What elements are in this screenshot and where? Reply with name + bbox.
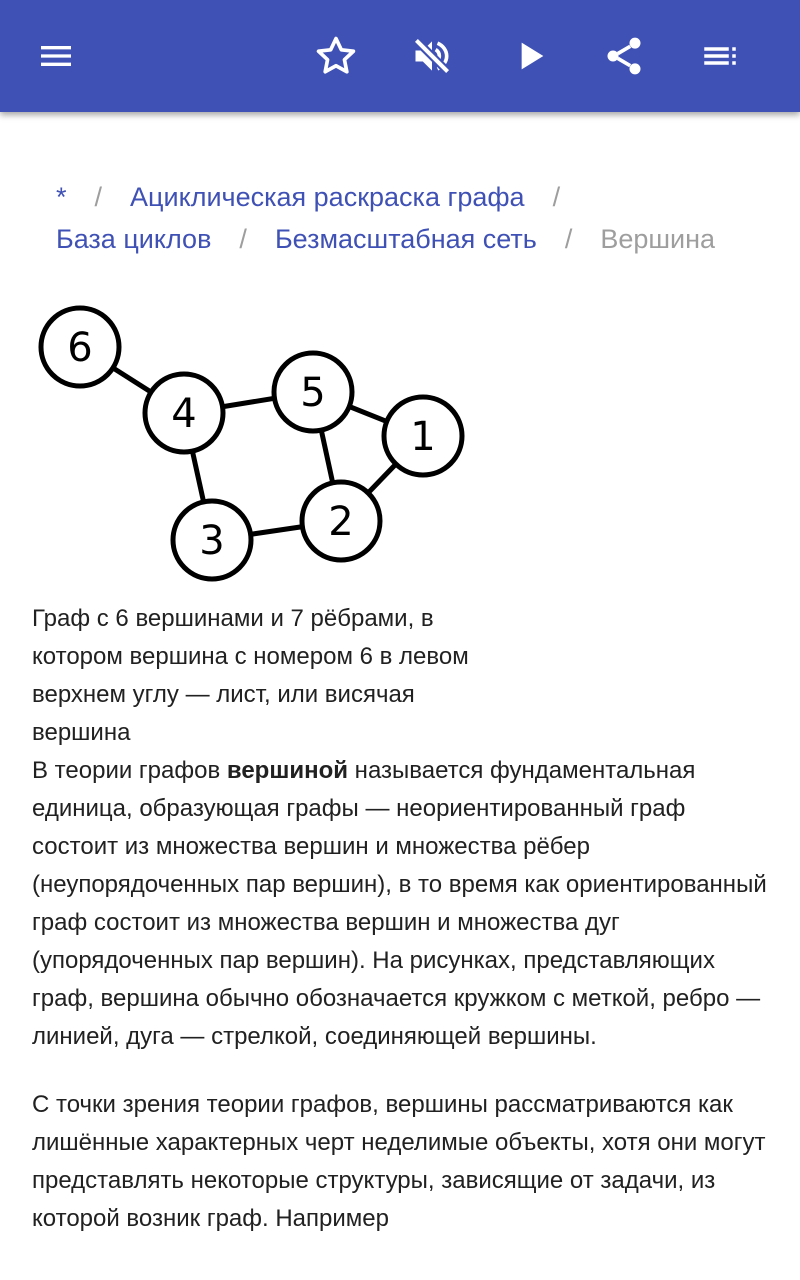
breadcrumb-separator: / [564, 224, 573, 254]
breadcrumb-link-scale-free-network[interactable]: Безмасштабная сеть [274, 224, 537, 254]
breadcrumb-link-acyclic-coloring[interactable]: Ациклическая раскраска графа [130, 182, 525, 212]
article-paragraph [32, 752, 772, 1056]
breadcrumb-separator: / [239, 224, 247, 254]
figure-caption: Граф с 6 вершинами и 7 рёбрами, в котором вершина с номером 6 в левом верхнем углу — лист, или висячая вершина [32, 605, 469, 746]
graph-node-label: 3 [199, 518, 225, 564]
play-icon [510, 36, 550, 76]
breadcrumb-current: Вершина [600, 224, 716, 254]
graph-node-label: 2 [328, 499, 354, 545]
share-button[interactable] [592, 24, 656, 88]
toc-icon [699, 35, 741, 77]
play-button[interactable] [498, 24, 562, 88]
breadcrumb-link-star[interactable]: * [56, 182, 67, 212]
article-text: называется фундаментальная единица, образующая графы — неориентированный граф состоит из множества вершин и множества рёбер (неупорядоченных пар вершин), в то время как ориентированный граф состоит из множества вершин и множества дуг (упорядоченных пар вершин). На рисунках, представляющих граф, вершина обычно обозначается кружком с меткой, ребро — линией, дуга — стрелкой, соединяющей вершины. [32, 757, 767, 1050]
article-term: вершиной [226, 757, 349, 784]
breadcrumb-link-cycle-basis[interactable]: База циклов [56, 224, 212, 254]
graph-node [384, 397, 462, 475]
breadcrumb-separator: / [94, 182, 103, 212]
graph-node-label: 4 [171, 391, 197, 437]
graph-node [145, 374, 223, 452]
graph-figure[interactable] [32, 300, 472, 590]
mute-button[interactable] [400, 24, 464, 88]
graph-node-label: 1 [410, 414, 436, 460]
article-body [32, 752, 772, 1268]
graph-node-label: 5 [300, 370, 326, 416]
menu-icon [36, 36, 76, 76]
contents-button[interactable] [688, 24, 752, 88]
favorite-button[interactable] [304, 24, 368, 88]
volume-off-icon [410, 34, 454, 78]
graph-node [173, 501, 251, 579]
graph-node-label: 6 [67, 325, 93, 371]
article-text: В теории графов [32, 757, 227, 784]
app-bar [0, 0, 800, 112]
graph-node [41, 308, 119, 386]
breadcrumb-separator: / [552, 182, 561, 212]
star-icon [314, 34, 358, 78]
menu-button[interactable] [24, 24, 88, 88]
breadcrumb [56, 176, 776, 260]
share-icon [602, 34, 646, 78]
graph-node [302, 482, 380, 560]
article-paragraph: С точки зрения теории графов, вершины рассматриваются как лишённые характерных черт неделимые объекты, хотя они могут представлять некоторые структуры, зависящие от задачи, из которой возник граф. Например [32, 1091, 766, 1232]
graph-node [274, 353, 352, 431]
